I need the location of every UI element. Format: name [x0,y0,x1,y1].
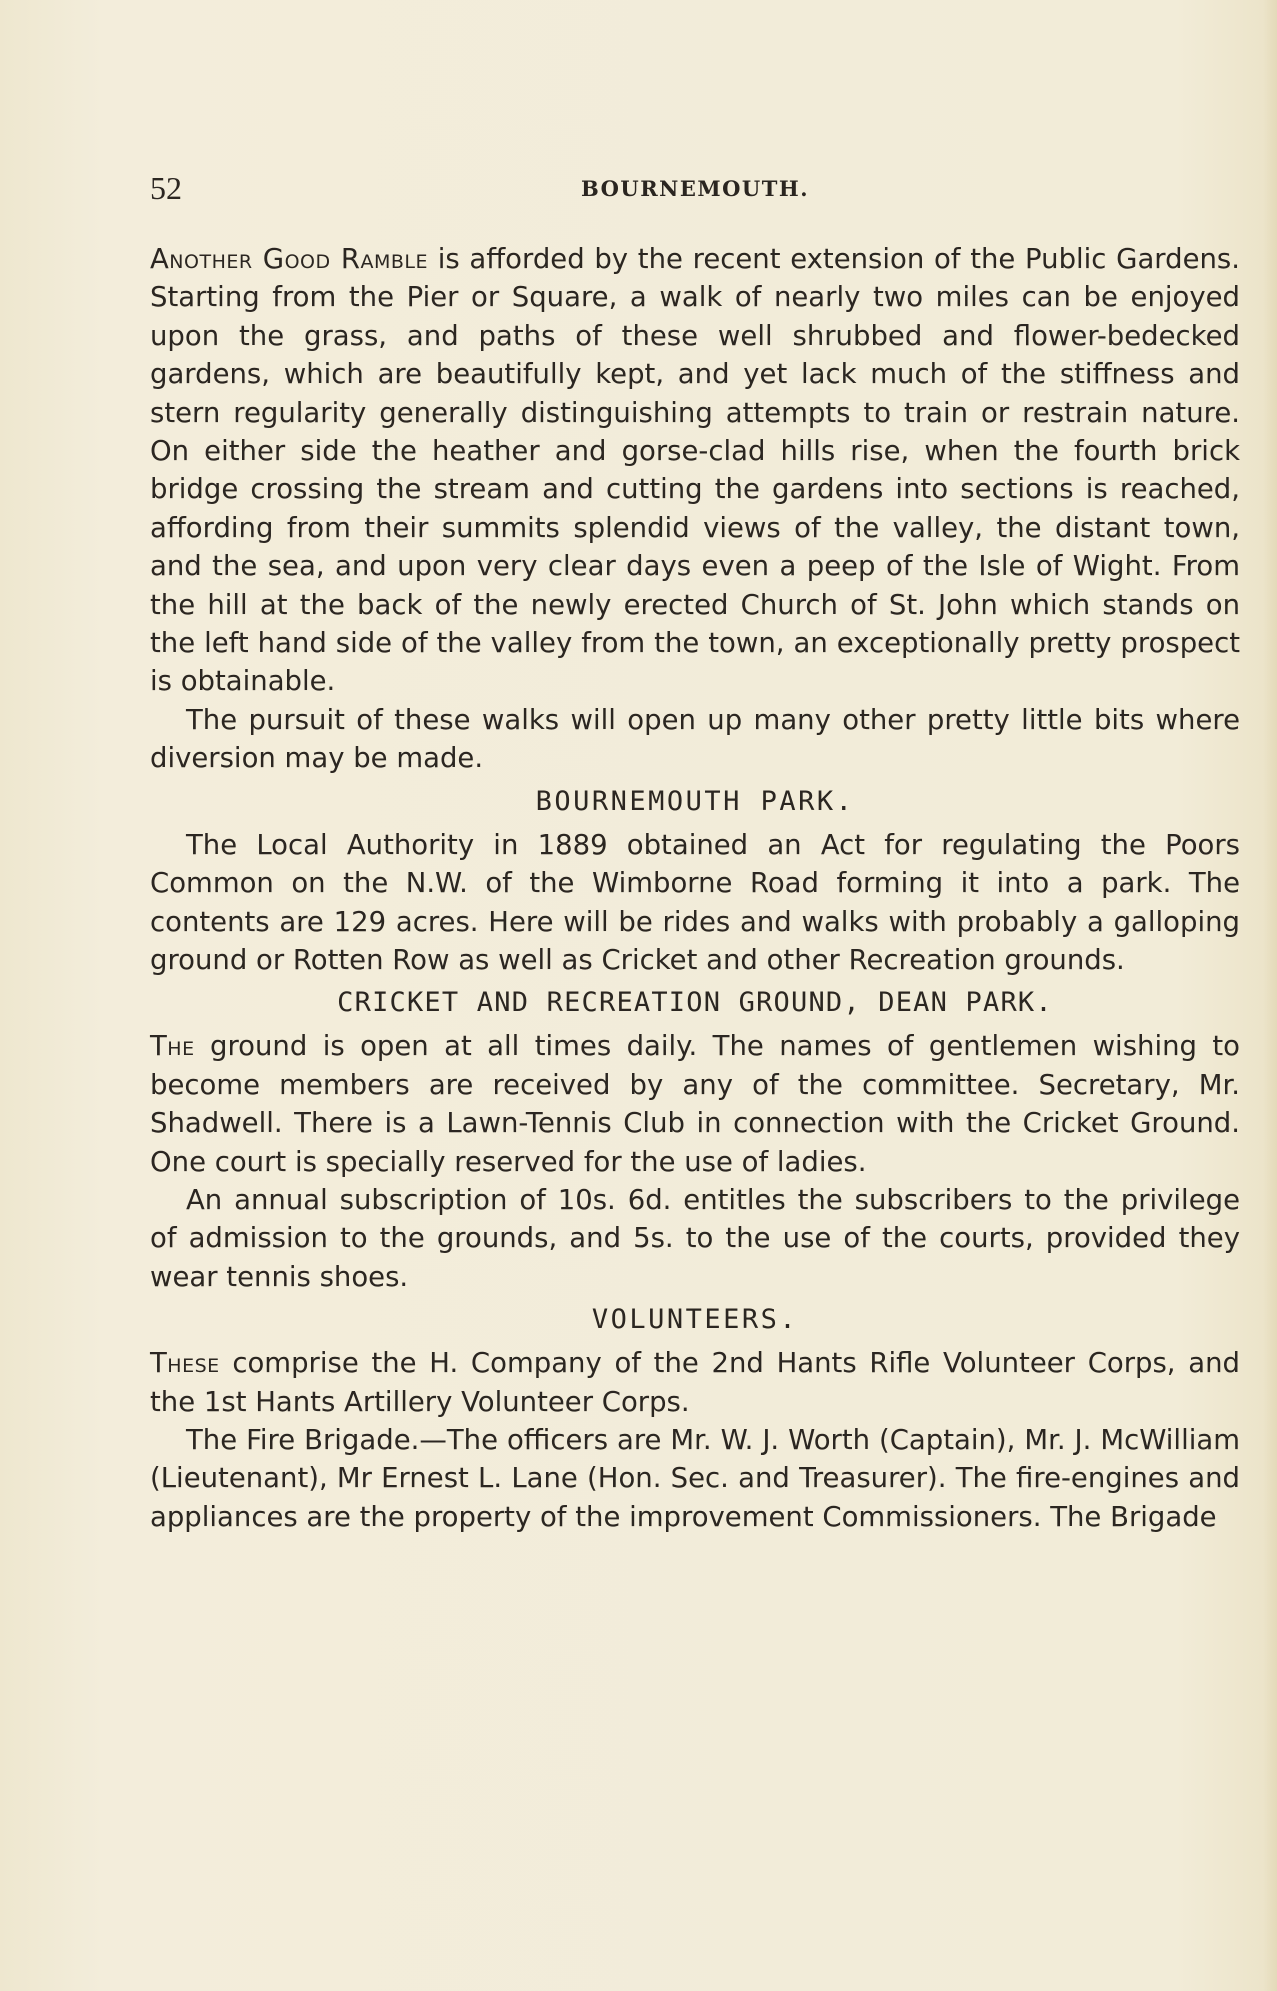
paragraph-fire-brigade [150,1421,1240,1536]
paragraph-volunteers [150,1344,1240,1421]
paragraph-text-another-good-ramble: is afforded by the recent extension of the Public Gardens. Starting from the Pier or Square, a walk of nearly two miles can be enjoyed upon the grass, and paths of these well shrubbed and flower-bedecked gardens, which are beautifully kept, and yet lack much of the stiffness and stern regularity generally distinguishing attempts to train or restrain nature. On either side the heather and gorse-clad hills rise, when the fourth brick bridge crossing the stream and cutting the gardens into sections is reached, affording from their summits splendid views of the valley, the distant town, and the sea, and upon very clear days even a peep of the Isle of Wight. From the hill at the back of the newly erected Church of St. John which stands on the left hand side of the valley from the town, an exceptionally pretty prospect is obtainable. [150,243,1240,698]
paragraph-text-cricket-ground: ground is open at all times daily. The names of gentlemen wishing to become members are received by any of the committee. Secretary, Mr. Shadwell. There is a Lawn-Tennis Club in connection with the Cricket Ground. One court is specially reserved for the use of ladies. [150,1030,1240,1178]
paragraph-text-volunteers: comprise the H. Company of the 2nd Hants Rifle Volunteer Corps, and the 1st Hants Artillery Volunteer Corps. [150,1347,1240,1418]
heading-bournemouth-park: BOURNEMOUTH PARK. [535,785,855,817]
paragraph-pursuit-of-walks: The pursuit of these walks will open up many other pretty little bits where diversion may be made. [150,703,1240,775]
page-number: 52 [150,170,182,206]
body-text [150,240,1240,1536]
heading-cricket-ground: CRICKET AND RECREATION GROUND, DEAN PARK. [337,987,1053,1019]
paragraph-local-authority: The Local Authority in 1889 obtained an Act for regulating the Poors Common on the N.W. of the Wimborne Road forming it into a park. The contents are 129 acres. Here will be rides and walks with probably a galloping ground or Rotten Row as well as Cricket and other Recreation grounds. [150,828,1240,976]
heading-volunteers: VOLUNTEERS. [591,1304,799,1336]
paragraph-another-good-ramble [150,240,1240,701]
paragraph-cricket-ground [150,1027,1240,1181]
paragraph-lead-volunteers: These [150,1347,220,1380]
page-header [150,168,1240,208]
paragraph-annual-subscription: An annual subscription of 10s. 6d. entitles the subscribers to the privilege of admission to the grounds, and 5s. to the use of the courts, provided they wear tennis shoes. [150,1183,1240,1293]
paragraph-lead-another-good-ramble: Another Good Ramble [150,243,428,275]
paragraph-lead-fire-brigade: The Fire Brigade. [186,1423,420,1456]
running-head: BOURNEMOUTH. [580,176,810,201]
paragraph-lead-cricket-ground: The [150,1030,195,1063]
paragraph-text-fire-brigade: —The officers are Mr. W. J. Worth (Captain), Mr. J. McWilliam (Lieutenant), Mr Ernest L. Lane (Hon. Sec. and Treasurer). The fire-engines and appliances are the property of the improvement Commissioners. The Brigade [150,1423,1240,1533]
page-edge-shadow [1263,0,1277,1991]
